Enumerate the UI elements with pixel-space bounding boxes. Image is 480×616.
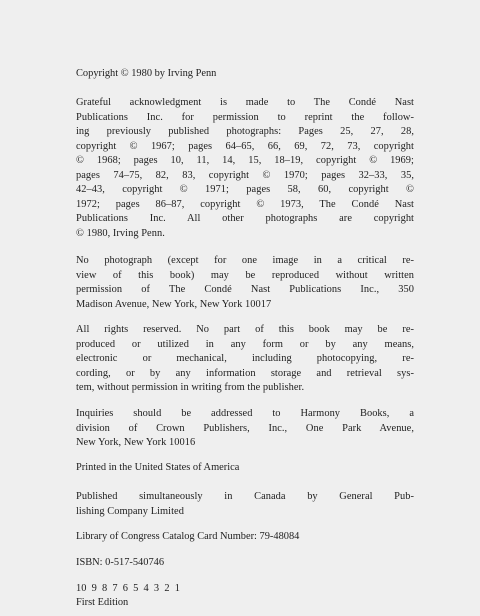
library-of-congress-line: Library of Congress Catalog Card Number: 79-48084 (76, 531, 300, 542)
permission-paragraph (76, 254, 414, 312)
acknowledgment-line: pages 74–75, 82, 83, copyright © 1970; pages 32–33, 35, (76, 169, 414, 181)
inquiries-line: division of Crown Publishers, Inc., One Park Avenue, (76, 422, 414, 434)
acknowledgment-line: copyright © 1967; pages 64–65, 66, 69, 72, 73, copyright (76, 140, 414, 152)
rights-line: electronic or mechanical, including photocopying, re- (76, 353, 414, 364)
rights-line: tem, without permission in writing from the publisher. (76, 382, 305, 393)
edition-line: First Edition (76, 597, 129, 608)
inquiries-line: New York, New York 10016 (76, 437, 196, 448)
published-paragraph (76, 490, 414, 519)
acknowledgment-line: © 1980, Irving Penn. (76, 227, 165, 239)
acknowledgment-line: Grateful acknowledgment is made to The Condé Nast (76, 97, 414, 108)
published-line: Published simultaneously in Canada by General Pub- (76, 491, 414, 502)
printed-in-line: Printed in the United States of America (76, 462, 240, 473)
permission-line: Madison Avenue, New York, New York 10017 (76, 298, 272, 310)
acknowledgment-paragraph (76, 96, 414, 241)
acknowledgment-line: 42–43, copyright © 1971; pages 58, 60, copyright © (76, 184, 414, 195)
acknowledgment-line: ing previously published photographs: Pages 25, 27, 28, (76, 126, 414, 137)
acknowledgment-line: Publications Inc. All other photographs are copyright (76, 213, 414, 224)
rights-line: produced or utilized in any form or by any means, (76, 338, 414, 350)
rights-paragraph (76, 323, 414, 396)
inquiries-line: Inquiries should be addressed to Harmony Books, a (76, 408, 414, 419)
rights-line: All rights reserved. No part of this book may be re- (76, 324, 414, 335)
acknowledgment-line: 1972; pages 86–87, copyright © 1973, The Condé Nast (76, 198, 414, 210)
acknowledgment-line: © 1968; pages 10, 11, 14, 15, 18–19, copyright © 1969; (76, 155, 414, 166)
permission-line: No photograph (except for one image in a critical re- (76, 255, 414, 266)
permission-line: view of this book) may be reproduced without written (76, 269, 414, 281)
copyright-notice: Copyright © 1980 by Irving Penn (76, 68, 217, 79)
permission-line: permission of The Condé Nast Publications Inc., 350 (76, 284, 414, 295)
inquiries-paragraph (76, 407, 414, 451)
rights-line: cording, or by any information storage and retrieval sys- (76, 367, 414, 379)
published-line: lishing Company Limited (76, 505, 184, 517)
isbn-line: ISBN: 0-517-540746 (76, 557, 165, 568)
acknowledgment-line: Publications Inc. for permission to reprint the follow- (76, 111, 414, 123)
printing-number-line: 10 9 8 7 6 5 4 3 2 1 (76, 583, 180, 594)
